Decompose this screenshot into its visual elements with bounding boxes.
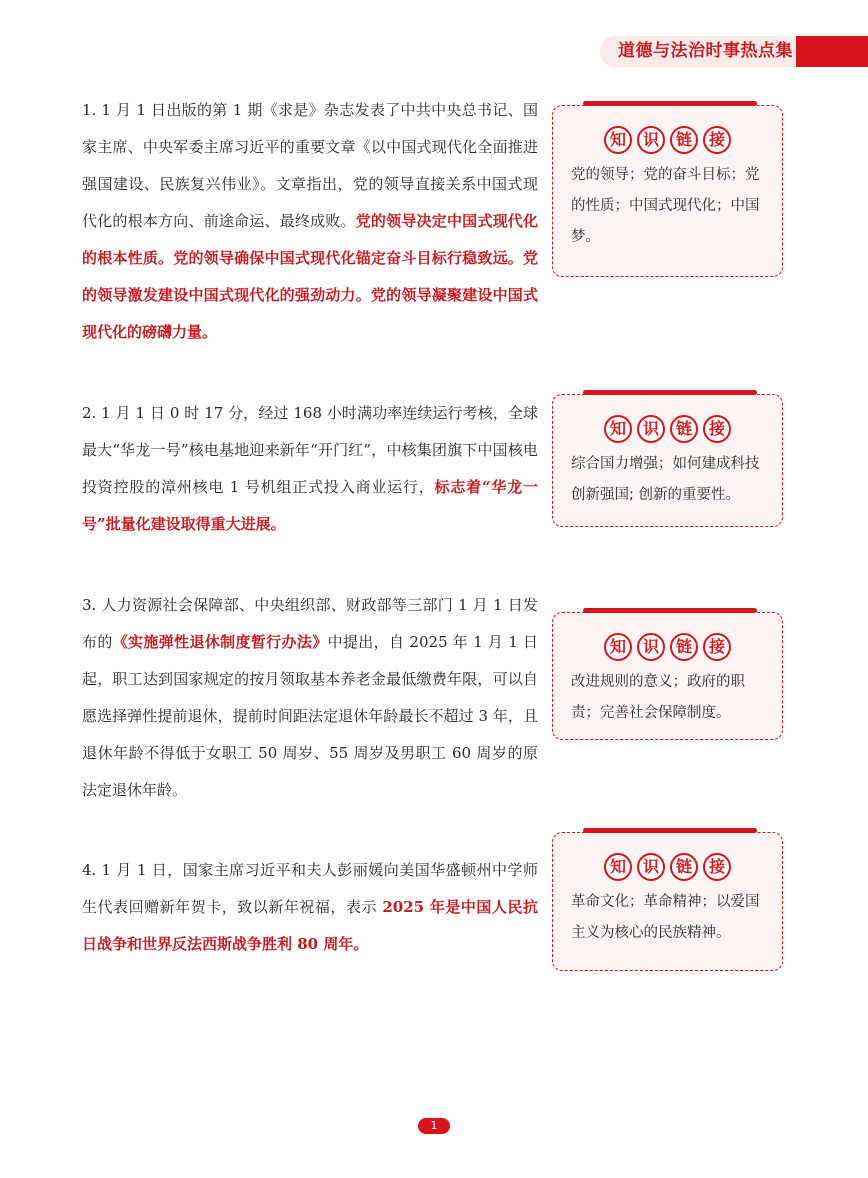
news-item-3-highlight: 《实施弹性退休制度暂行办法》 bbox=[112, 633, 328, 651]
news-item-4-text: 4. 1 月 1 日，国家主席习近平和夫人彭丽媛向美国华盛顿州中学师生代表回赠新年贺卡，致以新年祝福，表示 bbox=[82, 861, 538, 916]
knowledge-link-title bbox=[553, 126, 782, 154]
header-title: 道德与法治时事热点集 bbox=[618, 41, 793, 61]
knowledge-link-badge: 接 bbox=[703, 633, 731, 661]
news-item-1-text: 1. 1 月 1 日出版的第 1 期《求是》杂志发表了中共中央总书记、国家主席、中央军委主席习近平的重要文章《以中国式现代化全面推进强国建设、民族复兴伟业》。文章指出，党的领导直接关系中国式现代化的根本方向、前途命运、最终成败。 bbox=[82, 101, 538, 230]
knowledge-link-badge: 识 bbox=[637, 415, 665, 443]
knowledge-link-text: 改进规则的意义；政府的职责；完善社会保障制度。 bbox=[571, 674, 745, 721]
news-item-1-highlight: 党的领导决定中国式现代化的根本性质。党的领导确保中国式现代化锚定奋斗目标行稳致远。党的领导激发建设中国式现代化的强劲动力。党的领导凝聚建设中国式现代化的磅礴力量。 bbox=[82, 212, 538, 341]
card-top-bar bbox=[583, 828, 757, 833]
knowledge-link-badge: 接 bbox=[703, 126, 731, 154]
knowledge-link-card-4 bbox=[552, 832, 783, 971]
news-item-1 bbox=[82, 92, 538, 351]
page-number: 1 bbox=[418, 1118, 450, 1134]
news-item-3 bbox=[82, 587, 538, 809]
news-item-3-text-pre: 3. 人力资源社会保障部、中央组织部、财政部等三部门 1 月 1 日发布的 bbox=[82, 596, 538, 651]
card-top-bar bbox=[583, 608, 757, 613]
knowledge-link-badge: 知 bbox=[604, 853, 632, 881]
knowledge-link-badge: 知 bbox=[604, 126, 632, 154]
news-item-3-text-post: 中提出，自 2025 年 1 月 1 日起，职工达到国家规定的按月领取基本养老金最低缴费年限，可以自愿选择弹性提前退休，提前时间距法定退休年龄最长不超过 3 年，且退休年龄不得低于女职工 50 周岁、55 周岁及男职工 60 周岁的原法定退休年龄。 bbox=[82, 633, 538, 799]
knowledge-link-badge: 识 bbox=[637, 126, 665, 154]
knowledge-link-card-2 bbox=[552, 394, 783, 527]
header-tab bbox=[600, 36, 868, 67]
knowledge-link-text: 综合国力增强；如何建成科技创新强国; 创新的重要性。 bbox=[571, 456, 760, 503]
knowledge-link-text: 党的领导；党的奋斗目标；党的性质；中国式现代化；中国梦。 bbox=[571, 167, 760, 245]
news-item-4-highlight: 2025 年是中国人民抗日战争和世界反法西斯战争胜利 80 周年。 bbox=[82, 898, 538, 953]
knowledge-link-title bbox=[553, 633, 782, 661]
knowledge-link-badge: 链 bbox=[670, 126, 698, 154]
knowledge-link-badge: 知 bbox=[604, 633, 632, 661]
knowledge-link-badge: 识 bbox=[637, 853, 665, 881]
knowledge-link-card-1 bbox=[552, 105, 783, 277]
knowledge-link-text: 革命文化；革命精神；以爱国主义为核心的民族精神。 bbox=[571, 894, 760, 941]
card-top-bar bbox=[583, 101, 757, 106]
knowledge-link-badge: 知 bbox=[604, 415, 632, 443]
knowledge-link-badge: 链 bbox=[670, 633, 698, 661]
knowledge-link-card-3 bbox=[552, 612, 783, 740]
news-item-2 bbox=[82, 395, 538, 543]
header-red-bar bbox=[796, 36, 868, 67]
knowledge-link-title bbox=[553, 415, 782, 443]
news-item-4 bbox=[82, 852, 538, 963]
knowledge-link-title bbox=[553, 853, 782, 881]
knowledge-link-badge: 接 bbox=[703, 415, 731, 443]
knowledge-link-badge: 识 bbox=[637, 633, 665, 661]
knowledge-link-badge: 链 bbox=[670, 415, 698, 443]
news-item-2-text: 2. 1 月 1 日 0 时 17 分，经过 168 小时满功率连续运行考核，全球最大“华龙一号”核电基地迎来新年“开门红”，中核集团旗下中国核电投资控股的漳州核电 1 号机组正式投入商业运行， bbox=[82, 404, 538, 496]
knowledge-link-badge: 链 bbox=[670, 853, 698, 881]
news-item-2-highlight: 标志着“华龙一号”批量化建设取得重大进展。 bbox=[82, 478, 538, 533]
card-top-bar bbox=[583, 390, 757, 395]
knowledge-link-badge: 接 bbox=[703, 853, 731, 881]
